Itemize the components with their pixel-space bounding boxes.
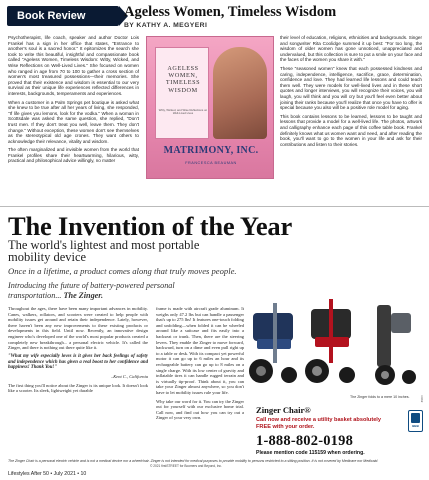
ad-intro xyxy=(8,281,228,300)
bbb-icon xyxy=(411,413,420,423)
ad-column-1 xyxy=(8,306,148,426)
section-divider xyxy=(0,206,429,207)
review-paragraph: Psychotherapist, life coach, speaker and author Doctor Lois Frankel has a sign in her office that states, "Entrance to another's soul is a sacred honor." It epitomizes the search she took to write this beautiful, insightful and compassionate book called "Ageless Women, Timeless Wisdom: Witty, Wicked, and Wise Reflections on Well-Lived Lives." She focused on women who ranged in age from 70 to 100 to gather a cross section of women's most treasured possessions—their memories. She proved that their existence and wisdom is essential to our very survival as their unique life experiences reflected differences in interests, backgrounds, temperaments and experiences. xyxy=(8,35,139,96)
ad-paragraph: Why take our word for it. You can try the Zinger out for yourself with our exclusive home trial. Call now, and find out how you can try out a Zinger of your very own. xyxy=(156,398,244,421)
cover-bottom-title: MATRIMONY, INC. xyxy=(163,145,259,156)
ad-column-2 xyxy=(156,306,244,426)
zinger-chair-folded xyxy=(375,305,416,385)
page-footer: Lifestyles After 50 • July 2021 • 10 xyxy=(8,471,87,477)
promo-code: Please mention code 115159 when ordering. xyxy=(256,450,365,456)
review-paragraph: their level of education, religions, ethnicities and backgrounds. Singer and songwriter Rita Coolidge summed it up best: "For too long, the wisdom of older women has gone unnoticed, unappreciated and undervalued, but this collection is sure to put a smile on your face and the faces of the women you share it with." xyxy=(280,35,422,63)
ad-tagline: Once in a lifetime, a product comes along that truly moves people. xyxy=(8,266,237,276)
review-paragraph: The often marginalized and invisible women from the world that Frankel profiles share their heartwarming, hilarious, witty, practical and philosophical advice willingly, no matter xyxy=(8,147,139,164)
ad-paragraph: The first thing you'll notice about the Zinger is its unique look. It doesn't look like a scooter. Its sleek, lightweight yet durable xyxy=(8,382,148,394)
ad-paragraph: frame is made with aircraft grade aluminum. It weighs only 47.2 lbs but can handle a passenger that's up to 275 lbs! It features one-touch folding and unfolding—when folded it can be wheeled around like a suitcase and fits easily into a backseat or trunk. Then, there are the steering levers. They enable the Zinger to move forward, backward, turn on a dime and even pull right up to a table or desk. With its compact yet powerful motor it can go up to 6 miles an hour and its rechargeable battery can go up to 8 miles on a single charge. With its low center of gravity and inflatable tires it can handle rugged terrain and is virtually tip-proof. Think about it, you can take your Zinger almost anywhere, so you don't have to let mobility issues rule your life. xyxy=(156,306,244,395)
review-paragraph: This book contains lessons to be learned, lessons to be taught and lessons that provide a model for a well-lived life. The photos, artwork and calligraphy enhance each page of this coffee table book. Frankel definitely knows what us women want and need, and after reading the book, you'll want to go to the women in your life and ask for their contributions and listen to their stories. xyxy=(280,113,422,147)
cover-subtitle: Witty, Wicked, and Wise Reflections on Well-Lived Lives xyxy=(158,108,208,116)
ad-subheadline: The world's lightest and most portable mobility device xyxy=(8,238,200,264)
cover-author: FRANCESCA BEAUMAN xyxy=(185,161,237,165)
cover-portrait xyxy=(213,47,267,139)
brand-name: Zinger Chair® xyxy=(256,405,311,415)
review-title: Ageless Women, Timeless Wisdom xyxy=(124,4,337,20)
review-right-column xyxy=(280,35,422,175)
ad-headline: The Invention of the Year xyxy=(8,211,293,241)
ad-disclaimer: The Zinger Chair is a personal electric vehicle and is not a medical device nor a wheelchair. Zinger is not intended for medical purposes to provide mobility to persons restricted to a sitting position. It is not covered by Medicare nor Medicaid. xyxy=(8,459,379,463)
ad-intro-brand: The Zinger. xyxy=(63,290,104,300)
cover-title: AGELESS WOMEN, TIMELESS WISDOM xyxy=(165,65,201,94)
review-byline: BY KATHY A. MEGYERI xyxy=(124,22,208,29)
phone-number[interactable]: 1-888-802-0198 xyxy=(256,433,354,449)
book-cover-image xyxy=(146,36,274,179)
bbb-label: BBB xyxy=(412,424,419,428)
zinger-chair-blue xyxy=(249,303,297,383)
review-paragraph: When a customer in a Palm Springs pet boutique is asked what she knew to be true after all her years of living, she responded, "If life gives you lemons, look for the vodka." When a woman in Scottsdale was asked the same question, she replied, "Don't trust men. If they don't treat you well, leave them. They don't change." Without exception, these women don't see themselves as the stereotypical old age crones. They want others to acknowledge their relevance, vitality and wisdom. xyxy=(8,99,139,144)
testimonial-quote: "What my wife especially loves is it gives her back feelings of safety and independence which has given a real boost to her confidence and happiness! Thank You!" xyxy=(8,353,148,371)
bbb-accreditation-logo xyxy=(408,410,423,432)
ad-copyright: © 2021 firstSTREET for Boomers and Beyond, Inc. xyxy=(150,464,222,468)
product-photo xyxy=(245,283,423,393)
book-review-badge: Book Review xyxy=(7,6,119,26)
photo-caption: The Zinger folds to a mere 10 inches. xyxy=(350,395,410,399)
ad-code: 85697 xyxy=(421,395,424,403)
ad-intro-lead: Introducing the future of battery-powered personal transportation... xyxy=(8,281,175,300)
promo-offer: Call now and receive a utility basket absolutely FREE with your order. xyxy=(256,417,381,430)
ad-paragraph: Throughout the ages, there have been many important advances in mobility. Canes, walkers, rollators, and scooters were created to help people with mobility issues get around and retain their independence. Lately, however, there haven't been any new improvements to these existing products or developments in this field. Until now. Recently, an innovative design engineer who's developed one of the world's most popular products created a completely new breakthrough... a personal electric vehicle. It's called the Zinger, and there is nothing out there quite like it. xyxy=(8,306,148,351)
testimonial-attribution: –Kent C., California xyxy=(110,374,148,380)
zinger-chair-red xyxy=(305,299,355,383)
review-paragraph: These "seasoned women" knew that each possessed kindness and caring, independence, intelligence, sacrifice, grace, determination, confidence and love. They had learned life lessons and could teach them well. They were models for well-lived lives and in these short quotes and longer interviews, you will recognize their voices, you will laugh, you will think and you will cry but you'll feel even better about joining their ranks because you'll realize that once you have to offer is special because you also will be a positive role model for aging. xyxy=(280,65,422,111)
